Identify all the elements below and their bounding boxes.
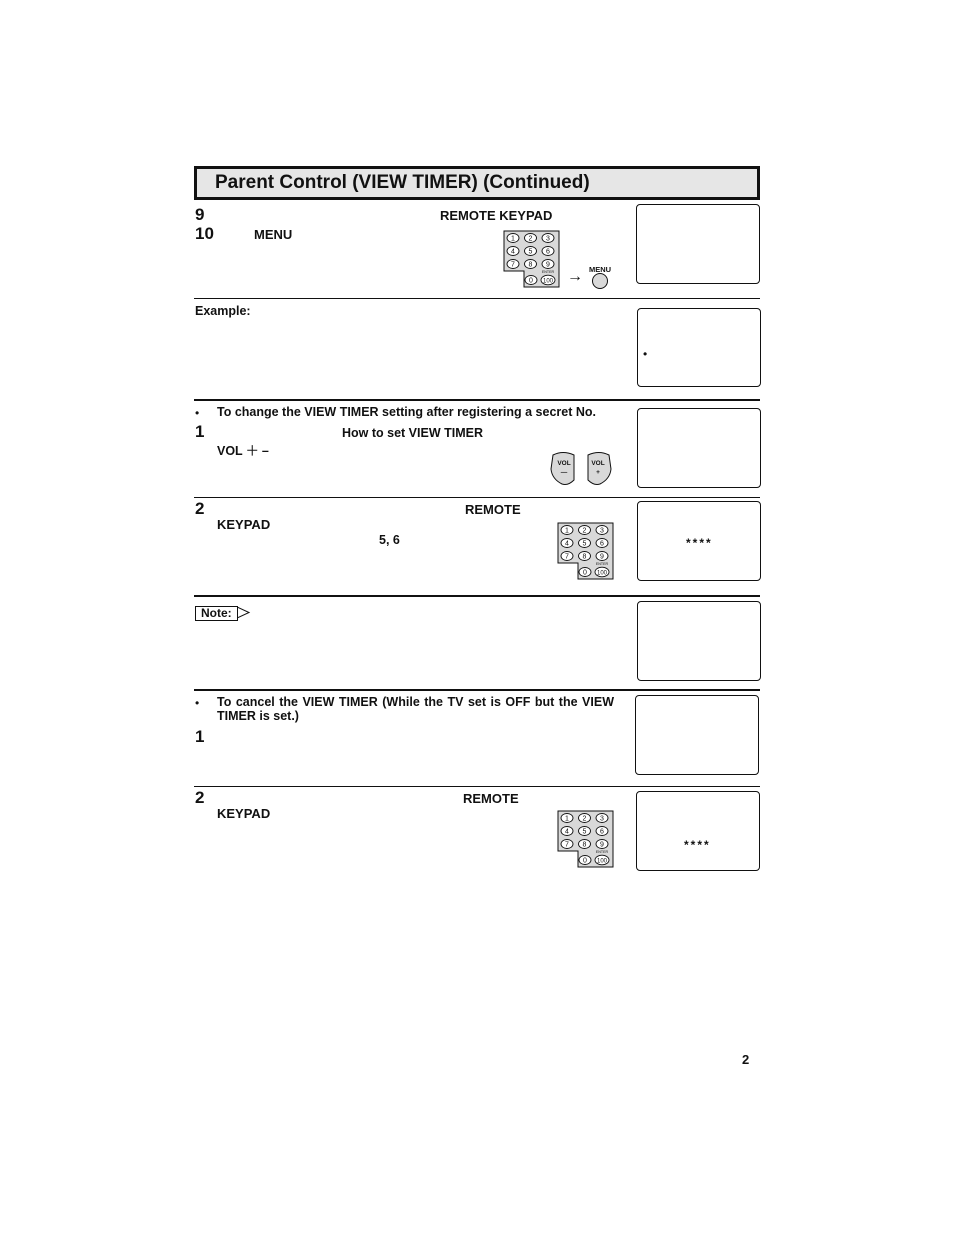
page-title: Parent Control (VIEW TIMER) (Continued) bbox=[215, 172, 590, 193]
key-1: 1 bbox=[565, 527, 569, 535]
change-heading: To change the VIEW TIMER setting after registering a secret No. bbox=[217, 405, 597, 419]
divider bbox=[194, 595, 760, 597]
key-0: 0 bbox=[529, 277, 533, 285]
key-100: 100 bbox=[542, 278, 554, 285]
remote-label: REMOTE bbox=[463, 791, 519, 806]
note-label: Note: bbox=[195, 606, 238, 621]
key-2: 2 bbox=[582, 527, 587, 535]
tv-screen-1 bbox=[636, 204, 760, 284]
tv-screen-2 bbox=[637, 308, 761, 387]
key-4: 4 bbox=[565, 828, 569, 836]
key-4: 4 bbox=[511, 248, 515, 256]
keypad-icon bbox=[503, 230, 560, 288]
vol-minus-label: VOL bbox=[557, 460, 571, 467]
key-9: 9 bbox=[600, 553, 604, 561]
key-5: 5 bbox=[582, 540, 587, 548]
cancel-heading-line1: To cancel the VIEW TIMER (While the TV set is OFF but the VIEW bbox=[217, 695, 614, 709]
example-label: Example: bbox=[195, 304, 251, 318]
divider bbox=[194, 786, 760, 787]
note-arrow-icon bbox=[237, 606, 251, 619]
key-0: 0 bbox=[583, 857, 587, 865]
divider bbox=[194, 689, 760, 691]
key-7: 7 bbox=[565, 553, 569, 561]
key-2: 2 bbox=[528, 235, 533, 243]
menu-button-label: MENU bbox=[589, 265, 612, 274]
remote-keypad-label: REMOTE KEYPAD bbox=[440, 208, 553, 223]
key-5: 5 bbox=[582, 828, 587, 836]
step-1-number: 1 bbox=[195, 727, 205, 746]
how-to-link: How to set VIEW TIMER bbox=[342, 426, 483, 440]
keypad-icon bbox=[557, 810, 614, 868]
key-9: 9 bbox=[600, 841, 604, 849]
key-7: 7 bbox=[565, 841, 569, 849]
tv-screen-7 bbox=[636, 791, 760, 871]
tv-screen-3 bbox=[637, 408, 761, 488]
vol-plus-sign: + bbox=[596, 469, 600, 476]
key-6: 6 bbox=[600, 828, 604, 836]
page-title-box bbox=[194, 166, 760, 200]
cancel-heading-line2: TIMER is set.) bbox=[217, 709, 299, 723]
key-9: 9 bbox=[546, 261, 550, 269]
step-2-number: 2 bbox=[195, 788, 205, 807]
vol-label: VOL ＋ – bbox=[217, 444, 269, 458]
key-8: 8 bbox=[582, 841, 587, 849]
enter-label: ENTER bbox=[541, 270, 555, 274]
key-6: 6 bbox=[600, 540, 604, 548]
keypad-label: KEYPAD bbox=[217, 806, 271, 821]
key-6: 6 bbox=[546, 248, 550, 256]
note-tag bbox=[195, 606, 238, 621]
key-1: 1 bbox=[511, 235, 515, 243]
key-100: 100 bbox=[596, 858, 608, 865]
bullet: • bbox=[195, 696, 200, 710]
steps-reference: 5, 6 bbox=[379, 533, 400, 547]
tv-screen-5 bbox=[637, 601, 761, 681]
secret-number-stars: **** bbox=[686, 536, 713, 550]
key-7: 7 bbox=[511, 261, 515, 269]
tv-screen-4 bbox=[637, 501, 761, 581]
tv-screen-6 bbox=[635, 695, 759, 775]
step-1-number: 1 bbox=[195, 422, 205, 441]
screen-bullet: • bbox=[643, 347, 648, 361]
menu-button-icon bbox=[591, 272, 609, 290]
enter-label: ENTER bbox=[595, 562, 609, 566]
remote-label: REMOTE bbox=[465, 502, 521, 517]
divider bbox=[194, 497, 760, 498]
step-9-number: 9 bbox=[195, 205, 205, 224]
vol-buttons-icon bbox=[548, 451, 614, 487]
key-3: 3 bbox=[600, 527, 604, 535]
enter-label: ENTER bbox=[595, 850, 609, 854]
secret-number-stars: **** bbox=[684, 838, 711, 852]
keypad-label: KEYPAD bbox=[217, 517, 271, 532]
divider bbox=[194, 399, 760, 401]
keypad-icon bbox=[557, 522, 614, 580]
step-10-number: 10 bbox=[195, 224, 214, 243]
key-5: 5 bbox=[528, 248, 533, 256]
step-2-number: 2 bbox=[195, 499, 205, 518]
key-4: 4 bbox=[565, 540, 569, 548]
key-1: 1 bbox=[565, 815, 569, 823]
vol-minus-sign: — bbox=[560, 469, 568, 476]
key-100: 100 bbox=[596, 570, 608, 577]
key-8: 8 bbox=[582, 553, 587, 561]
key-3: 3 bbox=[546, 235, 550, 243]
divider bbox=[194, 298, 760, 299]
key-3: 3 bbox=[600, 815, 604, 823]
key-0: 0 bbox=[583, 569, 587, 577]
arrow-right-icon: → bbox=[567, 268, 583, 285]
page-number: 2 bbox=[742, 1052, 750, 1067]
key-2: 2 bbox=[582, 815, 587, 823]
bullet: • bbox=[195, 406, 200, 420]
key-8: 8 bbox=[528, 261, 533, 269]
menu-label: MENU bbox=[254, 227, 293, 242]
vol-plus-label: VOL bbox=[591, 460, 605, 467]
